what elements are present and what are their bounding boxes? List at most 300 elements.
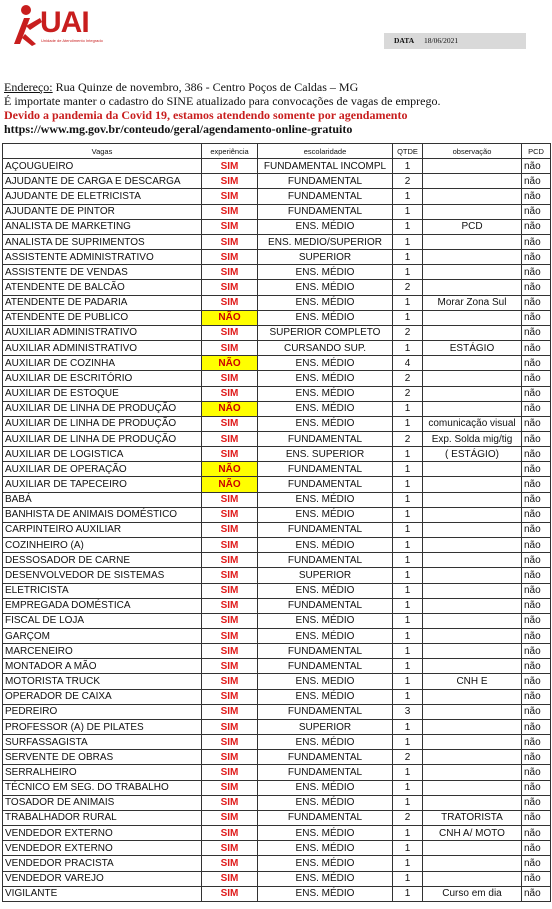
table-row bbox=[3, 431, 551, 446]
observation-cell bbox=[423, 522, 522, 537]
experience-cell: SIM bbox=[202, 386, 258, 401]
experience-cell: SIM bbox=[202, 644, 258, 659]
experience-cell: SIM bbox=[202, 325, 258, 340]
table-row bbox=[3, 538, 551, 553]
observation-cell: ( ESTÁGIO) bbox=[423, 447, 522, 462]
table-row bbox=[3, 356, 551, 371]
education-cell: ENS. MEDIO/SUPERIOR bbox=[258, 234, 393, 249]
quantity-cell: 1 bbox=[393, 538, 423, 553]
table-row bbox=[3, 704, 551, 719]
quantity-cell: 1 bbox=[393, 719, 423, 734]
pcd-cell: não bbox=[522, 704, 551, 719]
vaga-cell: AUXILIAR DE ESTOQUE bbox=[3, 386, 202, 401]
table-row bbox=[3, 341, 551, 356]
observation-cell bbox=[423, 765, 522, 780]
vaga-cell: COZINHEIRO (A) bbox=[3, 538, 202, 553]
observation-cell bbox=[423, 507, 522, 522]
pcd-cell: não bbox=[522, 886, 551, 901]
experience-cell: SIM bbox=[202, 871, 258, 886]
pcd-cell: não bbox=[522, 371, 551, 386]
education-cell: FUNDAMENTAL bbox=[258, 522, 393, 537]
pcd-cell: não bbox=[522, 735, 551, 750]
experience-cell: SIM bbox=[202, 295, 258, 310]
quantity-cell: 1 bbox=[393, 492, 423, 507]
table-row bbox=[3, 295, 551, 310]
pcd-cell: não bbox=[522, 250, 551, 265]
experience-cell: SIM bbox=[202, 765, 258, 780]
pcd-cell: não bbox=[522, 295, 551, 310]
vaga-cell: ASSISTENTE DE VENDAS bbox=[3, 265, 202, 280]
pcd-cell: não bbox=[522, 492, 551, 507]
table-row bbox=[3, 735, 551, 750]
vaga-cell: SERVENTE DE OBRAS bbox=[3, 750, 202, 765]
observation-cell bbox=[423, 462, 522, 477]
quantity-cell: 2 bbox=[393, 750, 423, 765]
observation-cell: comunicação visual bbox=[423, 416, 522, 431]
table-row bbox=[3, 280, 551, 295]
experience-cell: SIM bbox=[202, 189, 258, 204]
education-cell: FUNDAMENTAL bbox=[258, 659, 393, 674]
quantity-cell: 1 bbox=[393, 234, 423, 249]
experience-cell: SIM bbox=[202, 234, 258, 249]
quantity-cell: 1 bbox=[393, 219, 423, 234]
address-label: Endereço: bbox=[4, 80, 53, 94]
education-cell: ENS. MÉDIO bbox=[258, 492, 393, 507]
experience-cell: SIM bbox=[202, 826, 258, 841]
vaga-cell: VIGILANTE bbox=[3, 886, 202, 901]
date-value: 18/06/2021 bbox=[424, 36, 459, 45]
experience-cell: SIM bbox=[202, 447, 258, 462]
address-line bbox=[4, 80, 552, 94]
observation-cell bbox=[423, 553, 522, 568]
education-cell: FUNDAMENTAL bbox=[258, 431, 393, 446]
quantity-cell: 1 bbox=[393, 674, 423, 689]
experience-cell: SIM bbox=[202, 553, 258, 568]
vaga-cell: ANALISTA DE MARKETING bbox=[3, 219, 202, 234]
quantity-cell: 2 bbox=[393, 810, 423, 825]
experience-cell: SIM bbox=[202, 810, 258, 825]
table-row bbox=[3, 401, 551, 416]
scheduling-link[interactable]: https://www.mg.gov.br/conteudo/geral/agendamento-online-gratuito bbox=[4, 122, 353, 136]
education-cell: ENS. MÉDIO bbox=[258, 356, 393, 371]
experience-cell: SIM bbox=[202, 522, 258, 537]
education-cell: FUNDAMENTAL bbox=[258, 704, 393, 719]
date-bar bbox=[384, 33, 526, 49]
pcd-cell: não bbox=[522, 856, 551, 871]
table-row bbox=[3, 826, 551, 841]
pcd-cell: não bbox=[522, 719, 551, 734]
vaga-cell: AUXILIAR ADMINISTRATIVO bbox=[3, 325, 202, 340]
experience-cell: SIM bbox=[202, 204, 258, 219]
observation-cell bbox=[423, 356, 522, 371]
pcd-cell: não bbox=[522, 431, 551, 446]
table-row bbox=[3, 462, 551, 477]
sine-notice: É importate manter o cadastro do SINE atualizado para convocações de vagas de emprego. bbox=[4, 94, 441, 108]
quantity-cell: 1 bbox=[393, 250, 423, 265]
education-cell: ENS. MÉDIO bbox=[258, 371, 393, 386]
observation-cell bbox=[423, 174, 522, 189]
logo-text: UAI bbox=[40, 6, 89, 39]
pcd-cell: não bbox=[522, 386, 551, 401]
table-row bbox=[3, 310, 551, 325]
uai-logo bbox=[12, 4, 103, 48]
vaga-cell: AUXILIAR ADMINISTRATIVO bbox=[3, 341, 202, 356]
education-cell: ENS. MÉDIO bbox=[258, 841, 393, 856]
table-row bbox=[3, 795, 551, 810]
observation-cell bbox=[423, 735, 522, 750]
quantity-cell: 1 bbox=[393, 583, 423, 598]
table-row bbox=[3, 174, 551, 189]
pcd-cell: não bbox=[522, 325, 551, 340]
pcd-cell: não bbox=[522, 674, 551, 689]
vaga-cell: ELETRICISTA bbox=[3, 583, 202, 598]
pcd-cell: não bbox=[522, 750, 551, 765]
pcd-cell: não bbox=[522, 159, 551, 174]
experience-cell: SIM bbox=[202, 886, 258, 901]
table-row bbox=[3, 325, 551, 340]
pcd-cell: não bbox=[522, 780, 551, 795]
observation-cell: CNH E bbox=[423, 674, 522, 689]
header-observacao: observação bbox=[423, 144, 522, 159]
observation-cell bbox=[423, 310, 522, 325]
observation-cell bbox=[423, 250, 522, 265]
education-cell: ENS. MÉDIO bbox=[258, 507, 393, 522]
quantity-cell: 2 bbox=[393, 325, 423, 340]
table-row bbox=[3, 719, 551, 734]
vaga-cell: CARPINTEIRO AUXILIAR bbox=[3, 522, 202, 537]
quantity-cell: 1 bbox=[393, 613, 423, 628]
quantity-cell: 1 bbox=[393, 689, 423, 704]
education-cell: ENS. MÉDIO bbox=[258, 826, 393, 841]
table-row bbox=[3, 492, 551, 507]
observation-cell bbox=[423, 159, 522, 174]
quantity-cell: 1 bbox=[393, 310, 423, 325]
pcd-cell: não bbox=[522, 447, 551, 462]
vaga-cell: PEDREIRO bbox=[3, 704, 202, 719]
observation-cell bbox=[423, 629, 522, 644]
quantity-cell: 1 bbox=[393, 477, 423, 492]
quantity-cell: 1 bbox=[393, 416, 423, 431]
pcd-cell: não bbox=[522, 416, 551, 431]
vaga-cell: VENDEDOR EXTERNO bbox=[3, 826, 202, 841]
education-cell: FUNDAMENTAL bbox=[258, 189, 393, 204]
quantity-cell: 2 bbox=[393, 280, 423, 295]
observation-cell bbox=[423, 750, 522, 765]
quantity-cell: 1 bbox=[393, 826, 423, 841]
observation-cell bbox=[423, 189, 522, 204]
vaga-cell: AUXILIAR DE LINHA DE PRODUÇÃO bbox=[3, 401, 202, 416]
education-cell: ENS. MÉDIO bbox=[258, 265, 393, 280]
pcd-cell: não bbox=[522, 477, 551, 492]
observation-cell: PCD bbox=[423, 219, 522, 234]
vaga-cell: TRABALHADOR RURAL bbox=[3, 810, 202, 825]
observation-cell bbox=[423, 371, 522, 386]
education-cell: CURSANDO SUP. bbox=[258, 341, 393, 356]
observation-cell bbox=[423, 477, 522, 492]
logo-subtitle: Unidade de Atendimento Integrado bbox=[41, 38, 103, 43]
quantity-cell: 1 bbox=[393, 401, 423, 416]
observation-cell bbox=[423, 280, 522, 295]
vaga-cell: FISCAL DE LOJA bbox=[3, 613, 202, 628]
table-row bbox=[3, 265, 551, 280]
vaga-cell: BANHISTA DE ANIMAIS DOMÉSTICO bbox=[3, 507, 202, 522]
experience-cell: SIM bbox=[202, 159, 258, 174]
table-row bbox=[3, 659, 551, 674]
vaga-cell: AUXILIAR DE COZINHA bbox=[3, 356, 202, 371]
experience-cell: SIM bbox=[202, 659, 258, 674]
quantity-cell: 1 bbox=[393, 780, 423, 795]
table-row bbox=[3, 386, 551, 401]
pcd-cell: não bbox=[522, 659, 551, 674]
table-row bbox=[3, 810, 551, 825]
observation-cell bbox=[423, 538, 522, 553]
education-cell: ENS. MÉDIO bbox=[258, 416, 393, 431]
pcd-cell: não bbox=[522, 583, 551, 598]
quantity-cell: 1 bbox=[393, 295, 423, 310]
table-row bbox=[3, 750, 551, 765]
pcd-cell: não bbox=[522, 522, 551, 537]
experience-cell: SIM bbox=[202, 250, 258, 265]
quantity-cell: 1 bbox=[393, 644, 423, 659]
table-row bbox=[3, 568, 551, 583]
vaga-cell: AUXILIAR DE ESCRITÓRIO bbox=[3, 371, 202, 386]
table-row bbox=[3, 371, 551, 386]
experience-cell: NÃO bbox=[202, 477, 258, 492]
table-row bbox=[3, 598, 551, 613]
header-escolaridade: escolaridade bbox=[258, 144, 393, 159]
pcd-cell: não bbox=[522, 234, 551, 249]
quantity-cell: 1 bbox=[393, 189, 423, 204]
quantity-cell: 1 bbox=[393, 735, 423, 750]
vaga-cell: SURFASSAGISTA bbox=[3, 735, 202, 750]
quantity-cell: 1 bbox=[393, 507, 423, 522]
vaga-cell: MOTORISTA TRUCK bbox=[3, 674, 202, 689]
table-row bbox=[3, 553, 551, 568]
table-row bbox=[3, 856, 551, 871]
pcd-cell: não bbox=[522, 174, 551, 189]
education-cell: FUNDAMENTAL bbox=[258, 644, 393, 659]
date-label: DATA bbox=[394, 36, 415, 45]
observation-cell: TRATORISTA bbox=[423, 810, 522, 825]
education-cell: FUNDAMENTAL bbox=[258, 462, 393, 477]
vaga-cell: OPERADOR DE CAIXA bbox=[3, 689, 202, 704]
pcd-cell: não bbox=[522, 462, 551, 477]
pcd-cell: não bbox=[522, 341, 551, 356]
quantity-cell: 1 bbox=[393, 856, 423, 871]
covid-notice: Devido a pandemia da Covid 19, estamos atendendo somente por agendamento bbox=[4, 108, 408, 122]
experience-cell: SIM bbox=[202, 856, 258, 871]
experience-cell: SIM bbox=[202, 492, 258, 507]
table-row bbox=[3, 159, 551, 174]
header-pcd: PCD bbox=[522, 144, 551, 159]
table-row bbox=[3, 613, 551, 628]
pcd-cell: não bbox=[522, 538, 551, 553]
pcd-cell: não bbox=[522, 826, 551, 841]
education-cell: FUNDAMENTAL bbox=[258, 174, 393, 189]
experience-cell: SIM bbox=[202, 568, 258, 583]
experience-cell: SIM bbox=[202, 174, 258, 189]
quantity-cell: 1 bbox=[393, 204, 423, 219]
vaga-cell: AJUDANTE DE PINTOR bbox=[3, 204, 202, 219]
pcd-cell: não bbox=[522, 568, 551, 583]
experience-cell: SIM bbox=[202, 219, 258, 234]
pcd-cell: não bbox=[522, 189, 551, 204]
table-row bbox=[3, 522, 551, 537]
quantity-cell: 2 bbox=[393, 371, 423, 386]
table-row bbox=[3, 250, 551, 265]
quantity-cell: 1 bbox=[393, 886, 423, 901]
education-cell: SUPERIOR bbox=[258, 568, 393, 583]
observation-cell bbox=[423, 689, 522, 704]
observation-cell bbox=[423, 704, 522, 719]
observation-cell: CNH A/ MOTO bbox=[423, 826, 522, 841]
observation-cell bbox=[423, 644, 522, 659]
experience-cell: SIM bbox=[202, 265, 258, 280]
education-cell: ENS. MÉDIO bbox=[258, 583, 393, 598]
education-cell: ENS. MÉDIO bbox=[258, 795, 393, 810]
quantity-cell: 2 bbox=[393, 431, 423, 446]
table-row bbox=[3, 780, 551, 795]
vaga-cell: ATENDENTE DE BALCÃO bbox=[3, 280, 202, 295]
table-row bbox=[3, 477, 551, 492]
vaga-cell: DESSOSADOR DE CARNE bbox=[3, 553, 202, 568]
table-row bbox=[3, 507, 551, 522]
pcd-cell: não bbox=[522, 310, 551, 325]
vaga-cell: AÇOUGUEIRO bbox=[3, 159, 202, 174]
quantity-cell: 1 bbox=[393, 765, 423, 780]
education-cell: SUPERIOR bbox=[258, 250, 393, 265]
observation-cell bbox=[423, 719, 522, 734]
experience-cell: SIM bbox=[202, 704, 258, 719]
experience-cell: SIM bbox=[202, 735, 258, 750]
vaga-cell: AUXILIAR DE TAPECEIRO bbox=[3, 477, 202, 492]
experience-cell: SIM bbox=[202, 280, 258, 295]
table-row bbox=[3, 447, 551, 462]
education-cell: FUNDAMENTAL bbox=[258, 765, 393, 780]
education-cell: FUNDAMENTAL bbox=[258, 553, 393, 568]
pcd-cell: não bbox=[522, 553, 551, 568]
pcd-cell: não bbox=[522, 265, 551, 280]
experience-cell: SIM bbox=[202, 780, 258, 795]
education-cell: ENS. MÉDIO bbox=[258, 310, 393, 325]
education-cell: ENS. MÉDIO bbox=[258, 295, 393, 310]
experience-cell: SIM bbox=[202, 674, 258, 689]
observation-cell bbox=[423, 325, 522, 340]
experience-cell: SIM bbox=[202, 431, 258, 446]
education-cell: FUNDAMENTAL bbox=[258, 750, 393, 765]
education-cell: ENS. MÉDIO bbox=[258, 780, 393, 795]
experience-cell: SIM bbox=[202, 507, 258, 522]
vacancies-table bbox=[2, 143, 551, 902]
vaga-cell: AUXILIAR DE LOGISTICA bbox=[3, 447, 202, 462]
table-row bbox=[3, 629, 551, 644]
experience-cell: SIM bbox=[202, 598, 258, 613]
observation-cell bbox=[423, 780, 522, 795]
info-block bbox=[4, 80, 552, 136]
experience-cell: SIM bbox=[202, 583, 258, 598]
education-cell: ENS. MÉDIO bbox=[258, 538, 393, 553]
observation-cell: ESTÁGIO bbox=[423, 341, 522, 356]
pcd-cell: não bbox=[522, 598, 551, 613]
vaga-cell: PROFESSOR (A) DE PILATES bbox=[3, 719, 202, 734]
quantity-cell: 2 bbox=[393, 386, 423, 401]
vaga-cell: AUXILIAR DE LINHA DE PRODUÇÃO bbox=[3, 431, 202, 446]
quantity-cell: 1 bbox=[393, 553, 423, 568]
quantity-cell: 1 bbox=[393, 265, 423, 280]
vaga-cell: VENDEDOR PRACISTA bbox=[3, 856, 202, 871]
experience-cell: NÃO bbox=[202, 310, 258, 325]
quantity-cell: 1 bbox=[393, 462, 423, 477]
vaga-cell: AUXILIAR DE OPERAÇÃO bbox=[3, 462, 202, 477]
education-cell: ENS. MÉDIO bbox=[258, 689, 393, 704]
experience-cell: SIM bbox=[202, 689, 258, 704]
observation-cell: Morar Zona Sul bbox=[423, 295, 522, 310]
vaga-cell: TÉCNICO EM SEG. DO TRABALHO bbox=[3, 780, 202, 795]
experience-cell: NÃO bbox=[202, 356, 258, 371]
education-cell: SUPERIOR bbox=[258, 719, 393, 734]
education-cell: FUNDAMENTAL bbox=[258, 204, 393, 219]
education-cell: SUPERIOR COMPLETO bbox=[258, 325, 393, 340]
table-row bbox=[3, 189, 551, 204]
experience-cell: NÃO bbox=[202, 401, 258, 416]
experience-cell: SIM bbox=[202, 795, 258, 810]
pcd-cell: não bbox=[522, 644, 551, 659]
vaga-cell: TOSADOR DE ANIMAIS bbox=[3, 795, 202, 810]
education-cell: ENS. MÉDIO bbox=[258, 735, 393, 750]
vaga-cell: GARÇOM bbox=[3, 629, 202, 644]
table-row bbox=[3, 583, 551, 598]
observation-cell bbox=[423, 598, 522, 613]
experience-cell: SIM bbox=[202, 750, 258, 765]
quantity-cell: 1 bbox=[393, 568, 423, 583]
quantity-cell: 1 bbox=[393, 447, 423, 462]
pcd-cell: não bbox=[522, 356, 551, 371]
experience-cell: SIM bbox=[202, 613, 258, 628]
table-row bbox=[3, 689, 551, 704]
quantity-cell: 4 bbox=[393, 356, 423, 371]
pcd-cell: não bbox=[522, 219, 551, 234]
observation-cell bbox=[423, 841, 522, 856]
header-qtde: QTDE bbox=[393, 144, 423, 159]
observation-cell: Exp. Solda mig/tig bbox=[423, 431, 522, 446]
observation-cell bbox=[423, 386, 522, 401]
observation-cell bbox=[423, 492, 522, 507]
vaga-cell: MARCENEIRO bbox=[3, 644, 202, 659]
experience-cell: SIM bbox=[202, 371, 258, 386]
observation-cell bbox=[423, 401, 522, 416]
education-cell: ENS. MÉDIO bbox=[258, 280, 393, 295]
observation-cell: Curso em dia bbox=[423, 886, 522, 901]
education-cell: ENS. MÉDIO bbox=[258, 401, 393, 416]
quantity-cell: 1 bbox=[393, 659, 423, 674]
quantity-cell: 1 bbox=[393, 871, 423, 886]
quantity-cell: 1 bbox=[393, 629, 423, 644]
table-row bbox=[3, 234, 551, 249]
header-vagas: Vagas bbox=[3, 144, 202, 159]
table-row bbox=[3, 204, 551, 219]
table-row bbox=[3, 841, 551, 856]
experience-cell: SIM bbox=[202, 629, 258, 644]
experience-cell: SIM bbox=[202, 416, 258, 431]
vaga-cell: ATENDENTE DE PUBLICO bbox=[3, 310, 202, 325]
education-cell: ENS. MÉDIO bbox=[258, 629, 393, 644]
quantity-cell: 3 bbox=[393, 704, 423, 719]
vaga-cell: AJUDANTE DE ELETRICISTA bbox=[3, 189, 202, 204]
table-row bbox=[3, 674, 551, 689]
quantity-cell: 1 bbox=[393, 841, 423, 856]
table-row bbox=[3, 644, 551, 659]
quantity-cell: 1 bbox=[393, 341, 423, 356]
